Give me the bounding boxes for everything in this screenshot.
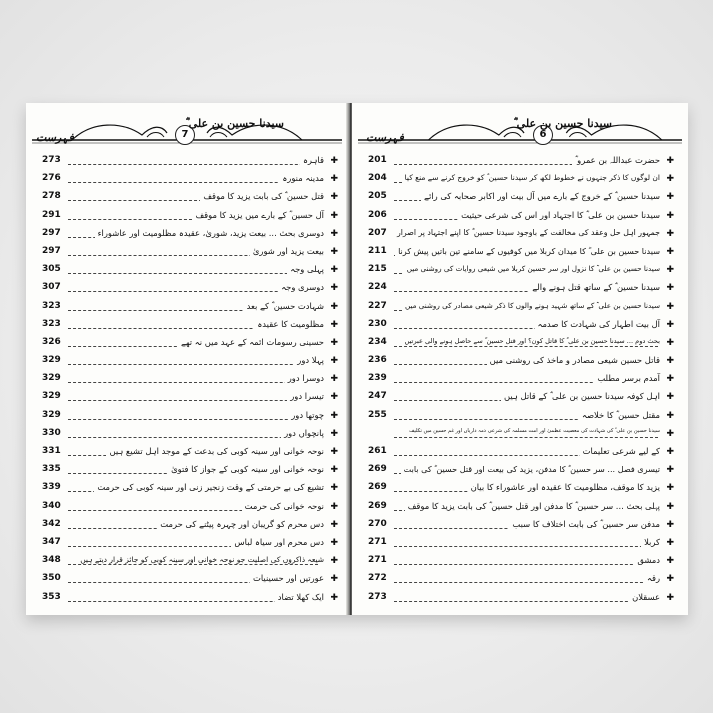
bullet-icon: ✚ (330, 265, 338, 276)
bullet-icon: ✚ (330, 319, 338, 330)
toc-page-number: 323 (42, 318, 61, 329)
toc-page-number: 271 (368, 536, 387, 547)
toc-page-number: 236 (368, 355, 387, 366)
toc-page-number: 297 (42, 227, 61, 238)
toc-title: عسقلان (629, 592, 660, 602)
toc-list (352, 153, 688, 608)
toc-title: مقتل حسین ؓ کا خلاصہ (579, 410, 660, 421)
bullet-icon: ✚ (330, 356, 338, 367)
toc-entry (26, 517, 348, 535)
toc-title: سیدنا حسین بن علی ؓ کے ساتھ شہید ہونے والوں کا ذکر شیعی مصادر کی روشنی میں (402, 301, 660, 311)
toc-page-number: 205 (368, 191, 387, 202)
toc-entry (352, 189, 688, 207)
toc-page-number: 239 (368, 373, 387, 384)
toc-page-number: 323 (42, 300, 61, 311)
toc-entry (26, 499, 348, 517)
toc-title: مظلومیت کا عقیدہ (254, 319, 324, 329)
page-title: سیدنا حسین بن علی ؓ (185, 117, 284, 130)
toc-title: نوحہ خوانی اور سینہ کوبی کی بدعت کے موجد اہل تشیع ہیں (106, 446, 324, 456)
leader-dots (68, 564, 318, 565)
toc-entry (352, 499, 688, 517)
toc-entry (352, 353, 688, 371)
bullet-icon: ✚ (666, 246, 674, 257)
toc-entry (352, 517, 688, 535)
toc-page-number: 234 (368, 336, 387, 347)
toc-page-number: 227 (368, 300, 387, 311)
toc-entry (352, 371, 688, 389)
toc-title: دمشق (634, 555, 660, 565)
toc-page-number: 353 (42, 591, 61, 602)
toc-title: پہلا دور (294, 355, 324, 365)
toc-entry (26, 317, 348, 335)
toc-page-number: 339 (42, 482, 61, 493)
toc-entry (26, 353, 348, 371)
toc-title: حضرت عبداللہ بن عمرو ؓ (572, 155, 660, 166)
toc-title: رقہ (644, 573, 660, 583)
bullet-icon: ✚ (666, 337, 674, 348)
toc-entry (352, 426, 688, 444)
bullet-icon: ✚ (666, 447, 674, 457)
toc-entry (26, 571, 348, 589)
index-label: فہرست (36, 131, 74, 144)
toc-entry (352, 408, 688, 426)
bullet-icon: ✚ (330, 156, 338, 166)
toc-title: پہلی بحث ... سر حسین ؓ کا مدفن اور قتل حسین ؓ کی بابت یزید کا موقف (405, 501, 660, 512)
toc-page-number: 329 (42, 355, 61, 366)
toc-page-number: 270 (368, 518, 387, 529)
bullet-icon: ✚ (330, 537, 338, 548)
toc-title: نوحہ خوانی کی حرمت (242, 501, 324, 511)
toc-title: دس محرم کو گریبان اور چہرہ پیٹنے کی حرمت (157, 519, 324, 529)
toc-entry (26, 244, 348, 262)
bullet-icon: ✚ (330, 501, 338, 512)
toc-title: قاتل حسین شیعی مصادر و ماخذ کی روشنی میں (487, 355, 660, 365)
bullet-icon: ✚ (666, 265, 674, 276)
bullet-icon: ✚ (666, 156, 674, 166)
right-page (352, 103, 688, 615)
bullet-icon: ✚ (666, 519, 674, 530)
leader-dots (68, 164, 318, 165)
toc-title: بیعت یزید اور شوریٰ (250, 246, 324, 256)
right-page-header (358, 113, 682, 145)
toc-entry (26, 389, 348, 407)
toc-title: قتل حسین ؓ کی بابت یزید کا موقف (200, 191, 324, 202)
toc-page-number: 348 (42, 555, 61, 566)
toc-title: جمہور اہل حل وعقد کی مخالفت کے باوجود سیدنا حسین ؓ کا اپنے اجتہاد پر اصرار (394, 228, 660, 238)
toc-page-number: 201 (368, 155, 387, 165)
toc-page-number: 347 (42, 536, 61, 547)
toc-title: تیسری فصل ... سر حسین ؓ کا مدفن، یزید کی بیعت اور قتل حسین ؓ کی بابت (401, 464, 660, 475)
bullet-icon: ✚ (666, 374, 674, 385)
bullet-icon: ✚ (330, 574, 338, 585)
toc-page-number: 330 (42, 427, 61, 438)
toc-page-number: 307 (42, 282, 61, 293)
toc-entry (352, 280, 688, 298)
toc-title: پہلی وجہ (287, 264, 324, 274)
toc-page-number: 230 (368, 318, 387, 329)
bullet-icon: ✚ (666, 174, 674, 185)
toc-title: کے لیے شرعی تعلیمات (580, 446, 660, 456)
bullet-icon: ✚ (666, 301, 674, 312)
toc-page-number: 247 (368, 391, 387, 402)
toc-entry (26, 535, 348, 553)
bullet-icon: ✚ (666, 483, 674, 494)
bullet-icon: ✚ (666, 283, 674, 294)
toc-page-number: 269 (368, 464, 387, 475)
toc-page-number: 206 (368, 209, 387, 220)
toc-title: آل بیت اطہار کی شہادت کا صدمہ (535, 319, 660, 329)
leader-dots (68, 364, 318, 365)
toc-entry (26, 171, 348, 189)
toc-page-number: 207 (368, 227, 387, 238)
leader-dots (68, 400, 318, 401)
bullet-icon: ✚ (666, 210, 674, 221)
toc-title: ایک کھلا تضاد (275, 592, 324, 602)
toc-title: اہل کوفہ سیدنا حسین بن علی ؓ کے قاتل ہیں (501, 391, 660, 402)
toc-entry (26, 189, 348, 207)
toc-entry (352, 226, 688, 244)
toc-title: مدفن سر حسین ؓ کی بابت اختلاف کا سبب (509, 519, 660, 530)
toc-entry (352, 571, 688, 589)
bullet-icon: ✚ (666, 392, 674, 403)
leader-dots (394, 564, 658, 565)
toc-title: بحث دوم ... سیدنا حسین بن علی ؓ کا قاتل کون؟ اور قتل حسین ؓ سے حاصل ہونے والی عبرتیں (401, 337, 660, 346)
toc-entry (352, 171, 688, 189)
bullet-icon: ✚ (666, 465, 674, 476)
toc-title: تشیع کی بے حرمتی کے وقت زنجیر زنی اور سینہ کوبی کی حرمت (94, 482, 324, 492)
toc-entry (26, 262, 348, 280)
toc-title: سیدنا حسین ؓ کے خروج کے بارے میں آل بیت اور اکابر صحابہ کی رائے (421, 191, 660, 202)
toc-title: حسینی رسومات ائمہ کے عہد میں نہ تھے (178, 337, 324, 347)
toc-title: آمدم برسر مطلب (594, 373, 660, 383)
toc-entry (352, 299, 688, 317)
bullet-icon: ✚ (330, 192, 338, 203)
toc-entry (352, 535, 688, 553)
toc-page-number: 305 (42, 264, 61, 275)
toc-entry (26, 153, 348, 171)
toc-title: پانچواں دور (281, 428, 324, 438)
toc-page-number: 215 (368, 264, 387, 275)
toc-page-number: 291 (42, 209, 61, 220)
leader-dots (394, 546, 658, 547)
leader-dots (68, 273, 318, 274)
toc-page-number: 340 (42, 500, 61, 511)
toc-page-number: 272 (368, 573, 387, 584)
bullet-icon: ✚ (330, 174, 338, 185)
page-title: سیدنا حسین بن علی ؓ (513, 117, 612, 130)
toc-entry (352, 590, 688, 608)
toc-entry (26, 462, 348, 480)
toc-page-number: 331 (42, 446, 61, 456)
toc-entry (26, 226, 348, 244)
toc-entry (352, 244, 688, 262)
toc-title: سیدنا حسین بن علی ؓ کی شہادت کی معصیت عظمیٰ اور امت مسلمہ کی شرعی ذمہ داریاں اور غم حسین میں تکلیف (406, 428, 660, 435)
toc-page-number: 276 (42, 173, 61, 184)
toc-entry (352, 335, 688, 353)
toc-page-number: 271 (368, 555, 387, 566)
bullet-icon: ✚ (330, 592, 338, 603)
left-page-header (32, 113, 342, 145)
toc-entry (352, 389, 688, 407)
toc-list (26, 153, 348, 608)
bullet-icon: ✚ (666, 356, 674, 367)
toc-entry (352, 444, 688, 462)
toc-page-number: 297 (42, 245, 61, 256)
toc-page-number: 269 (368, 500, 387, 511)
leader-dots (394, 437, 658, 438)
bullet-icon: ✚ (330, 428, 338, 439)
bullet-icon: ✚ (330, 447, 338, 457)
toc-entry (26, 553, 348, 571)
toc-page-number: 261 (368, 446, 387, 456)
toc-title: شہادت حسین ؓ کے بعد (244, 301, 324, 312)
bullet-icon: ✚ (330, 228, 338, 239)
toc-page-number: 326 (42, 336, 61, 347)
toc-page-number: 204 (368, 173, 387, 184)
toc-page-number: 255 (368, 409, 387, 420)
open-book (26, 103, 688, 615)
toc-title: مدینہ منورہ (279, 173, 324, 183)
toc-page-number: 211 (368, 245, 387, 256)
leader-dots (394, 582, 658, 583)
bullet-icon: ✚ (330, 283, 338, 294)
bullet-icon: ✚ (666, 192, 674, 203)
toc-entry (26, 280, 348, 298)
toc-title: سیدنا حسین بن علی ؓ کا اجتہاد اور اس کی شرعی حیثیت (458, 210, 660, 221)
toc-page-number: 273 (42, 155, 61, 165)
bullet-icon: ✚ (666, 501, 674, 512)
toc-entry (352, 462, 688, 480)
toc-title: شیعہ ذاکروں کی اصلیت جو نوحہ خوانی اور سینہ کوبی کو جائز قرار دیتے ہیں (77, 555, 324, 564)
bullet-icon: ✚ (666, 592, 674, 603)
toc-page-number: 278 (42, 191, 61, 202)
toc-entry (352, 480, 688, 498)
toc-page-number: 329 (42, 391, 61, 402)
toc-entry (26, 208, 348, 226)
toc-title: دوسری بحث ... بیعت یزید، شوریٰ، عقیدہ مظلومیت اور عاشوراء (95, 228, 324, 238)
bullet-icon: ✚ (666, 537, 674, 548)
bullet-icon: ✚ (330, 337, 338, 348)
toc-title: چوتھا دور (288, 410, 324, 420)
bullet-icon: ✚ (330, 374, 338, 385)
index-label: فہرست (366, 131, 404, 144)
bullet-icon: ✚ (330, 519, 338, 530)
toc-entry (26, 335, 348, 353)
toc-entry (26, 480, 348, 498)
left-page (26, 103, 349, 615)
toc-entry (352, 153, 688, 171)
toc-title: یزید کا موقف، مظلومیت کا عقیدہ اور عاشوراء کا بیان (468, 482, 660, 492)
toc-entry (352, 317, 688, 335)
toc-page-number: 273 (368, 591, 387, 602)
toc-title: سیدنا حسین بن علی ؓ کا نزول اور سر حسین کربلا میں شیعی روایات کی روشنی میں (404, 264, 660, 274)
bullet-icon: ✚ (330, 556, 338, 567)
toc-entry (26, 590, 348, 608)
bullet-icon: ✚ (666, 556, 674, 567)
toc-title: ان لوگوں کا ذکر جنہوں نے خطوط لکھ کر سیدنا حسین ؓ کو خروج کرنے سے منع کیا (402, 173, 660, 183)
bullet-icon: ✚ (330, 210, 338, 221)
page-number: 7 (175, 125, 195, 145)
toc-page-number: 269 (368, 482, 387, 493)
bullet-icon: ✚ (666, 410, 674, 421)
toc-entry (26, 426, 348, 444)
toc-title: کربلا (641, 537, 660, 547)
bullet-icon: ✚ (666, 228, 674, 239)
leader-dots (68, 382, 318, 383)
bullet-icon: ✚ (330, 246, 338, 257)
toc-page-number: 329 (42, 373, 61, 384)
toc-entry (26, 444, 348, 462)
toc-title: عورتیں اور حسینیات (250, 573, 324, 583)
toc-entry (26, 299, 348, 317)
bullet-icon: ✚ (330, 483, 338, 494)
toc-title: دس محرم اور سیاہ لباس (231, 537, 324, 547)
toc-entry (352, 208, 688, 226)
page-number: 6 (533, 125, 553, 145)
toc-title: دوسری وجہ (278, 282, 324, 292)
toc-entry (352, 553, 688, 571)
toc-page-number: 224 (368, 282, 387, 293)
bullet-icon: ✚ (330, 392, 338, 403)
toc-title: سیدنا حسین ؓ کے ساتھ قتل ہونے والے (529, 282, 660, 293)
leader-dots (68, 419, 318, 420)
bullet-icon: ✚ (330, 410, 338, 421)
toc-page-number: 350 (42, 573, 61, 584)
bullet-icon: ✚ (666, 574, 674, 585)
toc-title: تیسرا دور (287, 391, 324, 401)
toc-entry (26, 371, 348, 389)
toc-page-number: 342 (42, 518, 61, 529)
toc-title: نوحہ خوانی اور سینہ کوبی کے جواز کا فتویٰ (168, 464, 324, 474)
toc-title: قاہرہ (300, 155, 324, 165)
leader-dots (394, 346, 658, 347)
toc-title: دوسرا دور (285, 373, 324, 383)
toc-page-number: 335 (42, 464, 61, 475)
bullet-icon: ✚ (330, 301, 338, 312)
bullet-icon: ✚ (330, 465, 338, 476)
toc-page-number: 329 (42, 409, 61, 420)
bullet-icon: ✚ (666, 319, 674, 330)
toc-entry (352, 262, 688, 280)
bullet-icon: ✚ (666, 428, 674, 439)
leader-dots (394, 601, 658, 602)
toc-title: سیدنا حسین بن علی ؓ کا میدان کربلا میں کوفیوں کے سامنے تین باتیں پیش کرنا (395, 246, 660, 257)
toc-title: آل حسین ؓ کے بارے میں یزید کا موقف (192, 210, 324, 221)
toc-entry (26, 408, 348, 426)
